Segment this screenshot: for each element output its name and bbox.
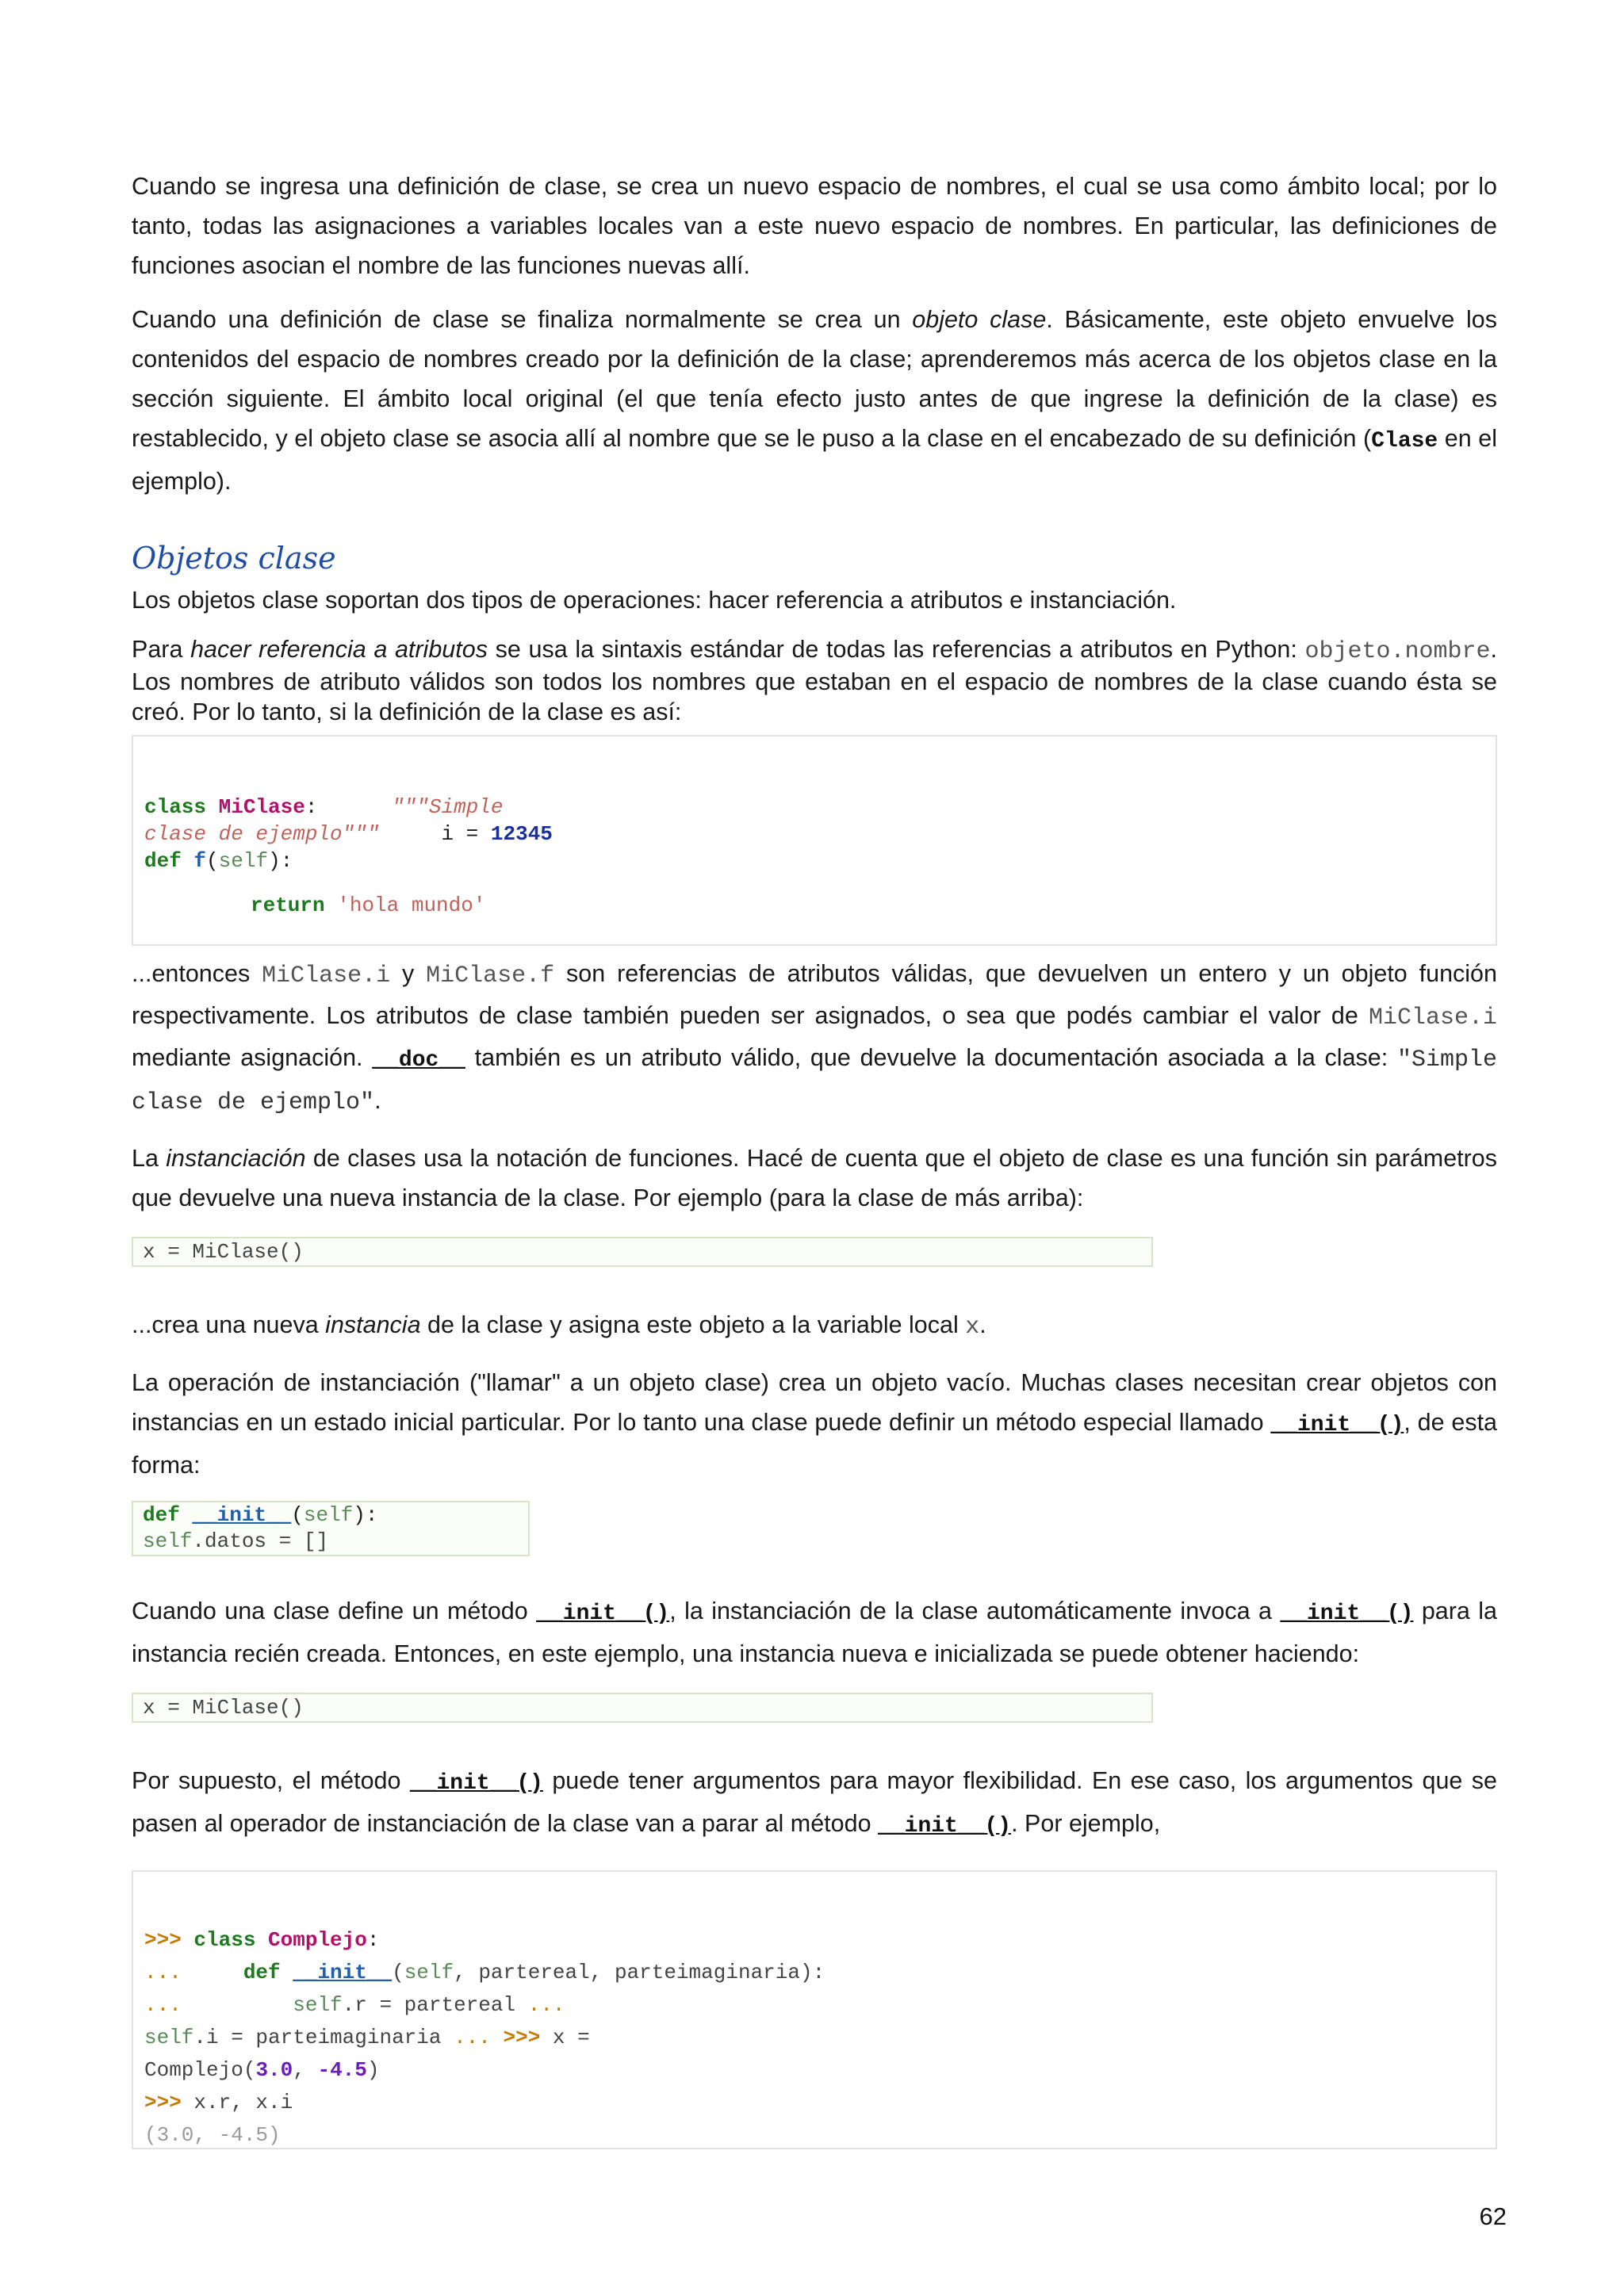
- code-continuation: ...: [144, 1961, 182, 1984]
- inline-code: "Simple clase de ejemplo": [132, 1047, 1497, 1116]
- code-self: self: [144, 2026, 194, 2049]
- inline-code: __init__(): [536, 1601, 670, 1626]
- text: La: [132, 1145, 167, 1172]
- code-prompt: >>>: [144, 1928, 182, 1952]
- code-number: -4.5: [317, 2058, 367, 2082]
- code-text: .i = parteimaginaria: [193, 2026, 454, 2049]
- code-keyword: class: [144, 795, 207, 819]
- text: mediante asignación.: [132, 1044, 373, 1071]
- text: ...entonces: [132, 960, 262, 987]
- text: puede tener argumentos para mayor flexibilidad. En ese caso, los argumentos que se pasen al operador de instanciación de la clase van a parar al método: [132, 1767, 1498, 1837]
- text: , de esta forma:: [132, 1409, 1497, 1479]
- code-keyword: class: [193, 1928, 256, 1952]
- code-docstring: """Simple: [392, 795, 504, 819]
- code-text: i =: [441, 822, 491, 846]
- text: para la instancia recién creada. Entonces, en este ejemplo, una instancia nueva e inicializada se puede obtener haciendo:: [132, 1598, 1498, 1667]
- code-punct: (: [206, 849, 219, 873]
- code-continuation: ...: [527, 1993, 565, 2017]
- code-punct: (: [392, 1961, 404, 1984]
- code-self: self: [303, 1503, 354, 1527]
- text: Para: [132, 636, 191, 663]
- section-heading: Objetos clase: [132, 541, 336, 576]
- inline-code: Clase: [1371, 429, 1438, 453]
- code-punct: ):: [353, 1503, 378, 1527]
- paragraph-class-object: [132, 300, 1497, 501]
- code-punct: :: [366, 1928, 380, 1952]
- paragraph-instantiation: [132, 1138, 1497, 1218]
- emphasis-text: hacer referencia a atributos: [190, 636, 488, 663]
- paragraph-init-arguments: [132, 1761, 1497, 1846]
- code-self: self: [293, 1993, 343, 2017]
- code-block-class-definition: [132, 735, 1497, 946]
- code-self: self: [143, 1529, 193, 1553]
- code-block-init: [132, 1501, 530, 1556]
- code-string: 'hola mundo': [337, 894, 486, 917]
- code-text: x = MiClase(): [143, 1240, 304, 1264]
- code-prompt: >>>: [503, 2026, 541, 2049]
- text: de clases usa la notación de funciones. Hacé de cuenta que el objeto de clase es una función sin parámetros que devuelve una nueva instancia de la clase. Por ejemplo (para la clase de más arriba):: [132, 1145, 1498, 1211]
- text: Cuando una definición de clase se finaliza normalmente se crea un: [132, 306, 913, 333]
- code-prompt: >>>: [144, 2091, 182, 2114]
- code-continuation: ...: [454, 2026, 491, 2049]
- code-number: 12345: [490, 822, 553, 846]
- code-keyword: def: [243, 1961, 281, 1984]
- paragraph-new-instance: [132, 1305, 1497, 1347]
- paragraph-init-method: [132, 1363, 1497, 1485]
- code-self: self: [404, 1961, 454, 1984]
- code-punct: ): [366, 2058, 380, 2082]
- code-keyword: def: [143, 1503, 180, 1527]
- code-function-name: f: [193, 849, 207, 873]
- text: . Los nombres de atributo válidos son todos los nombres que estaban en el espacio de nombres de la clase cuando ésta se creó. Por lo tanto, si la definición de la clase es así:: [132, 636, 1497, 725]
- code-function-name: __init__: [192, 1503, 292, 1527]
- inline-code: __init__(): [409, 1771, 543, 1796]
- inline-code: __init__(): [1280, 1601, 1414, 1626]
- code-punct: :: [304, 795, 318, 819]
- code-class-name: Complejo: [268, 1928, 367, 1952]
- code-text: x = MiClase(): [143, 1696, 304, 1720]
- emphasis-text: objeto clase: [912, 306, 1047, 333]
- inline-code: MiClase.f: [426, 962, 555, 989]
- code-text: Complejo(: [144, 2058, 256, 2082]
- text: Por supuesto, el método: [132, 1767, 410, 1794]
- emphasis-text: instancia: [325, 1311, 421, 1338]
- code-punct: (: [291, 1503, 304, 1527]
- text: La operación de instanciación ("llamar" a un objeto clase) crea un objeto vacío. Muchas clases necesitan crear objetos con instancias en un estado inicial particular. Por lo tanto una clase puede definir un método especial llamado: [132, 1369, 1497, 1436]
- code-keyword: return: [251, 894, 325, 917]
- code-self: self: [218, 849, 269, 873]
- inline-code: x: [965, 1314, 980, 1341]
- code-punct: ):: [268, 849, 293, 873]
- emphasis-text: instanciación: [166, 1145, 306, 1172]
- code-output: (3.0, -4.5): [144, 2123, 281, 2147]
- inline-code: objeto.nombre: [1304, 638, 1491, 665]
- code-number: 3.0: [255, 2058, 293, 2082]
- text: son referencias de atributos válidas, que devuelven un entero y un objeto función respectivamente. Los atributos de clase también pueden ser asignados, o sea que podés cambiar el valor de: [132, 960, 1497, 1029]
- text: .: [979, 1311, 986, 1338]
- text: Cuando una clase define un método: [132, 1598, 537, 1624]
- code-text: , partereal, parteimaginaria):: [454, 1961, 825, 1984]
- code-docstring: clase de ejemplo""": [144, 822, 380, 846]
- text: de la clase y asigna este objeto a la variable local: [420, 1311, 966, 1338]
- text: . Básicamente, este objeto envuelve los contenidos del espacio de nombres creado por la definición de la clase; aprenderemos más acerca de los objetos clase en la sección siguiente. El ámbito local original (el que tenía efecto justo antes de que ingrese la definición de la clase) es restablecido, y el objeto clase se asocia allí al nombre que se le puso a la clase en el encabezado de su definición (: [132, 306, 1497, 452]
- text: , la instanciación de la clase automáticamente invoca a: [669, 1598, 1281, 1624]
- code-block-instantiation-2: [132, 1693, 1153, 1723]
- text: .: [374, 1087, 381, 1114]
- code-block-instantiation: [132, 1237, 1153, 1267]
- code-text: x.r, x.i: [181, 2091, 293, 2114]
- code-punct: ,: [293, 2058, 318, 2082]
- code-text: x =: [540, 2026, 590, 2049]
- inline-code: __init__(): [1270, 1413, 1404, 1437]
- text: en el ejemplo).: [132, 425, 1497, 495]
- paragraph-auto-init: [132, 1591, 1497, 1674]
- inline-code: MiClase.i: [262, 962, 391, 989]
- text: ...crea una nueva: [132, 1311, 326, 1338]
- text: se usa la sintaxis estándar de todas las referencias a atributos en Python:: [487, 636, 1305, 663]
- inline-code: MiClase.i: [1368, 1004, 1497, 1031]
- text: y: [390, 960, 427, 987]
- code-text: .r = partereal: [342, 1993, 528, 2017]
- code-block-complejo: [132, 1870, 1497, 2149]
- paragraph-operations: Los objetos clase soportan dos tipos de operaciones: hacer referencia a atributos e instanciación.: [132, 587, 1177, 614]
- code-text: .datos = []: [192, 1529, 329, 1553]
- code-class-name: MiClase: [218, 795, 305, 819]
- inline-code: __init__(): [878, 1814, 1012, 1839]
- paragraph-attribute-values: [132, 954, 1497, 1123]
- text: . Por ejemplo,: [1011, 1810, 1161, 1837]
- paragraph-attribute-reference: [132, 634, 1497, 727]
- page-number: 62: [1479, 2202, 1507, 2230]
- inline-code-doc: __doc__: [372, 1048, 465, 1073]
- text: también es un atributo válido, que devuelve la documentación asociada a la clase:: [465, 1044, 1397, 1071]
- page-content: [132, 166, 1497, 2149]
- code-keyword: def: [144, 849, 182, 873]
- code-function-name: __init__: [293, 1961, 393, 1984]
- code-continuation: ...: [144, 1993, 182, 2017]
- paragraph-namespace: Cuando se ingresa una definición de clase, se crea un nuevo espacio de nombres, el cual se usa como ámbito local; por lo tanto, todas las asignaciones a variables locales van a este nuevo espacio de nombres. En particular, las definiciones de funciones asocian el nombre de las funciones nuevas allí.: [132, 173, 1497, 279]
